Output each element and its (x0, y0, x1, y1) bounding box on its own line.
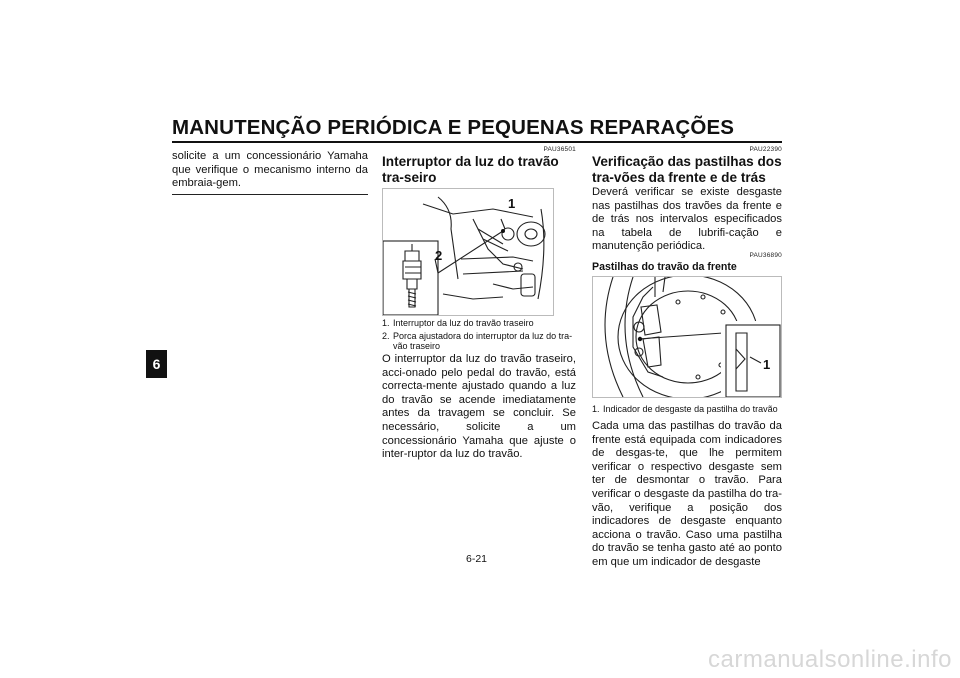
brake-pad-drawing (593, 277, 781, 397)
section-tab: 6 (146, 350, 167, 378)
col3-subsection (592, 252, 782, 273)
column-3 (592, 146, 782, 185)
brake-switch-drawing (383, 189, 553, 315)
col3-intro-block (592, 186, 782, 254)
col3-subheading: Pastilhas do travão da frente (592, 261, 737, 273)
figure-brake-light-switch (382, 188, 554, 316)
col1-end-rule (172, 194, 368, 195)
col2-captions (382, 318, 576, 352)
col2-ref-code: PAU36501 (543, 146, 576, 153)
callout-1: 1 (508, 196, 516, 211)
callout-1: 1 (763, 357, 771, 372)
col3-paragraph: Cada uma das pastilhas do travão da frente está equipada com indicadores de desgas-te, que lhe permitem verificar o respectivo desgaste sem ter de desmontar o travão. Para verificar o desgaste da pastilha do tra-vão, verifique a posição dos indicadores de desgaste enquanto acciona o travão. Caso uma pastilha do travão se tenha gasto até ao ponto em que um indicador de desgaste (592, 420, 782, 568)
col1-text: solicite a um concessionário Yamaha que verifique o mecanismo interno da embraia-gem. (172, 150, 368, 190)
watermark: carmanualsonline.info (708, 646, 952, 673)
caption-item: 1. Interruptor da luz do travão traseiro (382, 318, 534, 328)
header-rule (172, 141, 782, 143)
callout-2: 2 (435, 248, 443, 263)
page-number: 6-21 (466, 553, 488, 565)
col2-paragraph: O interruptor da luz do travão traseiro, acci-onado pelo pedal do travão, está correcta-mente ajustado quando a luz do travão se acende imediatamente antes da travagem se concluir. Se necessário, solicite a um concessionário Yamaha que ajuste o inter-ruptor da luz do travão. (382, 353, 576, 461)
col2-paragraph-block (382, 353, 576, 462)
col3-heading: Verificação das pastilhas dos tra-vões da frente e de trás (592, 154, 782, 185)
caption-item: 1. Indicador de desgaste da pastilha do travão (592, 404, 778, 414)
col3-ref-code: PAU22390 (749, 146, 782, 153)
column-1 (172, 150, 368, 191)
col3-paragraph-block (592, 420, 782, 570)
figure-brake-pad-indicator (592, 276, 782, 398)
column-2 (382, 146, 576, 185)
page-header-title: MANUTENÇÃO PERIÓDICA E PEQUENAS REPARAÇÕES (172, 116, 735, 139)
col3-ref-code-2: PAU36890 (749, 252, 782, 259)
col3-captions (592, 404, 782, 415)
col2-heading: Interruptor da luz do travão tra-seiro (382, 154, 559, 185)
col3-intro: Deverá verificar se existe desgaste nas pastilhas dos travões da frente e de trás nos intervalos especificados na tabela de lubrifi-cação e manutenção periódica. (592, 186, 782, 253)
caption-item: 2. Porca ajustadora do interruptor da luz do tra-vão traseiro (382, 330, 573, 351)
